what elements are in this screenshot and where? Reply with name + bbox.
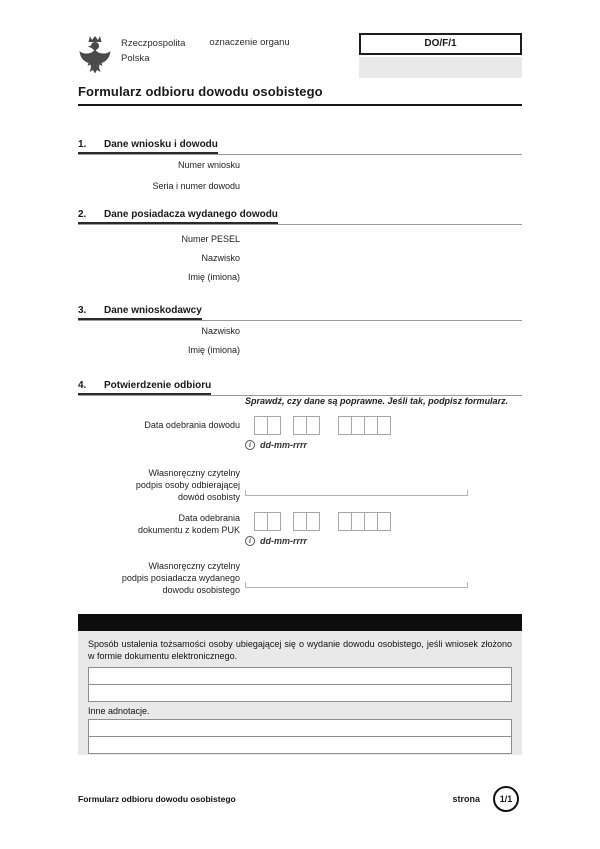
country-line1: Rzeczpospolita: [121, 38, 186, 49]
section3-number: 3.: [78, 305, 87, 316]
page-label: strona: [452, 794, 480, 804]
date-format-text: dd-mm-rrrr: [260, 536, 308, 546]
date2-month-boxes: [293, 512, 320, 531]
row-data-odebrania-puk: [78, 512, 522, 536]
signature1-line[interactable]: [245, 490, 468, 496]
section2-number: 2.: [78, 209, 87, 220]
write-in-row[interactable]: [89, 685, 511, 701]
section4-title: Potwierdzenie odbioru: [104, 380, 212, 391]
date-cell[interactable]: [293, 416, 307, 435]
info-icon: i: [245, 536, 255, 546]
field-nazwisko-posiadacza: [78, 253, 522, 263]
date-cell[interactable]: [338, 416, 352, 435]
signature2-line[interactable]: [245, 582, 468, 588]
field-label: Nazwisko: [201, 253, 240, 263]
date-cell[interactable]: [338, 512, 352, 531]
field-seria-numer-dowodu: [78, 181, 522, 191]
identity-method-box: [88, 667, 512, 702]
date-cell[interactable]: [364, 416, 378, 435]
coat-of-arms-icon: [78, 33, 112, 77]
date-format-text: dd-mm-rrrr: [260, 440, 308, 450]
date2-label: Data odebrania dokumentu z kodem PUK: [137, 513, 240, 535]
field-imie-wnioskodawcy: [78, 345, 522, 355]
date1-day-boxes: [254, 416, 281, 435]
date-cell[interactable]: [377, 416, 391, 435]
organ-stamp-area[interactable]: [359, 57, 522, 78]
date-cell[interactable]: [351, 416, 365, 435]
identity-method-note: Sposób ustalenia tożsamości osoby ubiegającej się o wydanie dowodu osobistego, jeśli wniosek złożono w formie dokumentu elektronicznego.: [88, 639, 512, 662]
office-panel: [78, 631, 522, 755]
section3-heading: [78, 305, 522, 321]
footer: [78, 786, 522, 812]
date-cell[interactable]: [293, 512, 307, 531]
date2-day-boxes: [254, 512, 281, 531]
field-imie-posiadacza: [78, 272, 522, 282]
row-signature-holder: [78, 560, 522, 596]
section4-heading: [78, 380, 522, 396]
section4-number: 4.: [78, 380, 87, 391]
section2-heading: [78, 209, 522, 225]
header: [78, 33, 522, 78]
section2-title: Dane posiadacza wydanego dowodu: [104, 209, 278, 220]
date1-label: Data odebrania dowodu: [144, 420, 240, 430]
write-in-row[interactable]: [89, 737, 511, 753]
section1-number: 1.: [78, 139, 87, 150]
info-icon: i: [245, 440, 255, 450]
annotations-box: [88, 719, 512, 754]
field-numer-wniosku: [78, 160, 522, 170]
row-data-odebrania-dowodu: [78, 416, 522, 440]
field-label: Seria i numer dowodu: [152, 181, 240, 191]
date-cell[interactable]: [254, 512, 268, 531]
field-numer-pesel: [78, 234, 522, 244]
footer-form-name: Formularz odbioru dowodu osobistego: [78, 794, 236, 804]
field-label: Imię (imiona): [187, 272, 240, 282]
form-code-block: [359, 33, 522, 78]
date1-month-boxes: [293, 416, 320, 435]
date2-format-hint: [245, 536, 600, 546]
write-in-row[interactable]: [89, 720, 511, 737]
date-cell[interactable]: [364, 512, 378, 531]
section3-title: Dane wnioskodawcy: [104, 305, 202, 316]
date-cell[interactable]: [306, 416, 320, 435]
page-title: Formularz odbioru dowodu osobistego: [78, 84, 522, 106]
form-code-box: DO/F/1: [359, 33, 522, 55]
date-cell[interactable]: [306, 512, 320, 531]
date-cell[interactable]: [377, 512, 391, 531]
field-nazwisko-wnioskodawcy: [78, 326, 522, 336]
field-label: Numer wniosku: [177, 160, 240, 170]
field-label: Nazwisko: [201, 326, 240, 336]
date2-year-boxes: [338, 512, 391, 531]
field-label: Imię (imiona): [187, 345, 240, 355]
country-name: [121, 33, 185, 66]
office-section-bar: [78, 614, 522, 631]
page-number-badge: 1/1: [493, 786, 519, 812]
date-cell[interactable]: [351, 512, 365, 531]
date-cell[interactable]: [254, 416, 268, 435]
date-cell[interactable]: [267, 512, 281, 531]
country-line2: Polska: [121, 52, 150, 64]
write-in-row[interactable]: [89, 668, 511, 685]
section1-title: Dane wniosku i dowodu: [104, 139, 218, 150]
signature1-label: Własnoręczny czytelny podpis osoby odbierającej dowód osobisty: [135, 468, 240, 502]
date1-year-boxes: [338, 416, 391, 435]
signature2-label: Własnoręczny czytelny podpis posiadacza wydanego dowodu osobistego: [121, 561, 240, 595]
row-signature-recipient: [78, 467, 522, 503]
date-cell[interactable]: [267, 416, 281, 435]
organ-designation-label: oznaczenie organu: [209, 37, 290, 48]
verify-instruction: Sprawdź, czy dane są poprawne. Jeśli tak, podpisz formularz.: [245, 396, 509, 406]
section1-heading: [78, 139, 522, 155]
annotations-label: Inne adnotacje.: [88, 706, 150, 717]
date1-format-hint: [245, 440, 600, 450]
field-label: Numer PESEL: [181, 234, 240, 244]
